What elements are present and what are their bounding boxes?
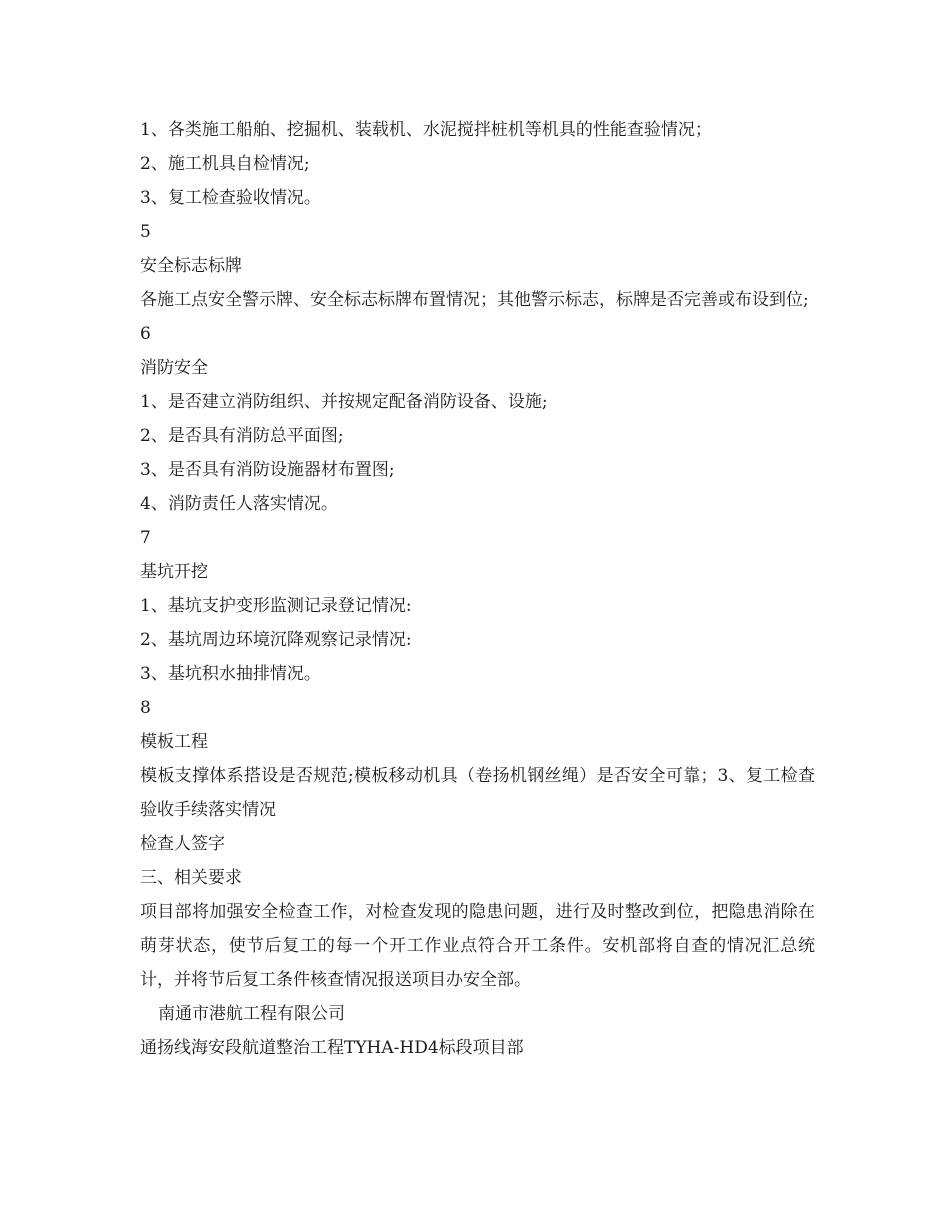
section-title-fire-safety: 消防安全 (140, 358, 208, 378)
fire-item-2: 2、是否具有消防总平面图; (140, 426, 344, 446)
project-department: 通扬线海安段航道整治工程TYHA-HD4标段项目部 (140, 1038, 524, 1058)
formwork-paragraph: 模板支撑体系搭设是否规范;模板移动机具（卷扬机钢丝绳）是否安全可靠；3、复工检查验收手续落实情况 (140, 766, 815, 820)
section-title-safety-signs: 安全标志标牌 (140, 256, 242, 276)
section-title-excavation: 基坑开挖 (140, 562, 208, 582)
section-number-6: 6 (140, 324, 151, 344)
requirements-heading: 三、相关要求 (140, 868, 242, 888)
section-number-8: 8 (140, 698, 151, 718)
company-name: 南通市港航工程有限公司 (158, 1004, 345, 1024)
requirements-paragraph: 项目部将加强安全检查工作，对检查发现的隐患问题，进行及时整改到位，把隐患消除在萌芽状态，使节后复工的每一个开工作业点符合开工条件。安机部将自查的情况汇总统计，并将节后复工条件核查情况报送项目办安全部。 (140, 902, 815, 990)
excavation-item-1: 1、基坑支护变形监测记录登记情况: (140, 596, 412, 616)
section-number-5: 5 (140, 222, 151, 242)
section-title-formwork: 模板工程 (140, 732, 208, 752)
excavation-item-3: 3、基坑积水抽排情况。 (140, 664, 321, 684)
inspector-signature-label: 检查人签字 (140, 834, 225, 854)
document-body (140, 113, 815, 1065)
fire-item-4: 4、消防责任人落实情况。 (140, 494, 338, 514)
excavation-item-2: 2、基坑周边环境沉降观察记录情况: (140, 630, 412, 650)
fire-item-1: 1、是否建立消防组织、并按规定配备消防设备、设施; (140, 392, 548, 412)
machinery-item-3: 3、复工检查验收情况。 (140, 188, 321, 208)
safety-signs-paragraph: 各施工点安全警示牌、安全标志标牌布置情况；其他警示标志，标牌是否完善或布设到位; (140, 290, 809, 310)
fire-item-3: 3、是否具有消防设施器材布置图; (140, 460, 395, 480)
section-number-7: 7 (140, 528, 151, 548)
machinery-item-1: 1、各类施工船舶、挖掘机、装载机、水泥搅拌桩机等机具的性能查验情况； (140, 120, 712, 140)
machinery-item-2: 2、施工机具自检情况; (140, 154, 310, 174)
